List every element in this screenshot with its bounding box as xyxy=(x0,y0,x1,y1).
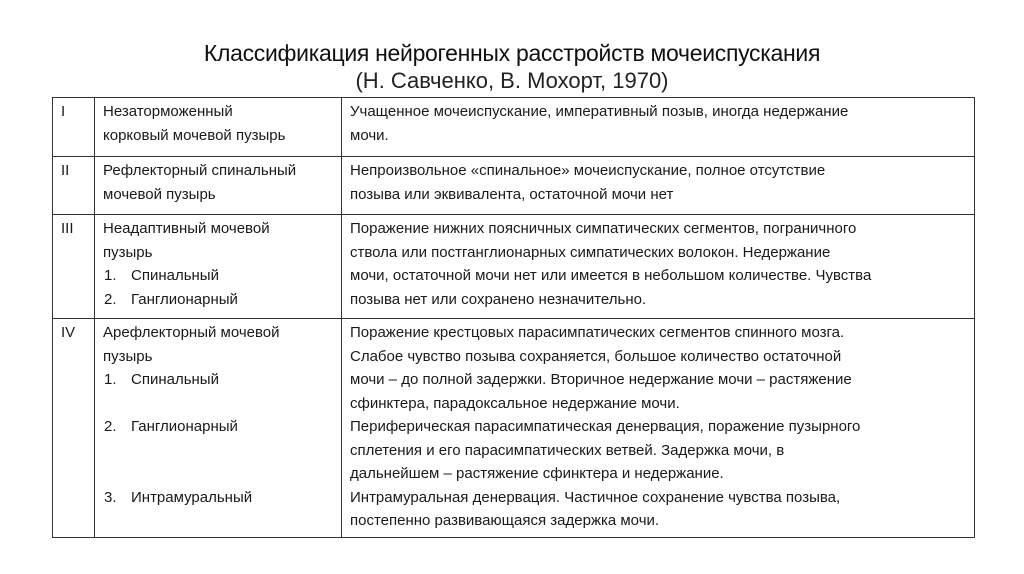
subtype-number: 3. xyxy=(104,488,117,506)
table-row xyxy=(53,98,975,157)
desc-line: позыва или эквивалента, остаточной мочи нет xyxy=(350,185,674,203)
description xyxy=(342,215,975,319)
table-row xyxy=(53,319,975,538)
desc-line: Учащенное мочеиспускание, императивный позыв, иногда недержание xyxy=(350,103,849,120)
subtype-label: Спинальный xyxy=(131,267,219,284)
type-line: пузырь xyxy=(103,243,153,261)
desc-line: Интрамуральная денервация. Частичное сохранение чувства позыва, xyxy=(350,488,841,506)
desc-line: ствола или постганглионарных симпатических волокон. Недержание xyxy=(350,243,831,261)
subtype-number: 1. xyxy=(104,267,117,284)
subtype-number: 1. xyxy=(104,371,117,388)
subtype-label: Ганглионарный xyxy=(131,418,238,435)
desc-line: мочи – до полной задержки. Вторичное недержание мочи – растяжение xyxy=(350,371,852,388)
type-line: Арефлекторный мочевой xyxy=(103,324,280,341)
desc-line: сфинктера, парадоксальное недержание мочи. xyxy=(350,394,680,412)
row-number: I xyxy=(53,98,95,157)
bladder-type xyxy=(95,157,342,215)
subtype-number: 2. xyxy=(104,290,117,308)
description xyxy=(342,319,975,538)
desc-line: мочи, остаточной мочи нет или имеется в небольшом количестве. Чувства xyxy=(350,267,872,284)
type-line: корковый мочевой пузырь xyxy=(103,126,286,144)
row-number: III xyxy=(53,215,95,319)
bladder-type xyxy=(95,98,342,157)
desc-line: дальнейшем – растяжение сфинктера и недержание. xyxy=(350,465,724,482)
desc-line: Поражение крестцовых парасимпатических сегментов спинного мозга. xyxy=(350,324,845,341)
subtype-label: Спинальный xyxy=(131,371,219,388)
page-title: Классификация нейрогенных расстройств мочеиспускания xyxy=(203,40,821,66)
row-number: II xyxy=(53,157,95,215)
desc-line: позыва нет или сохранено незначительно. xyxy=(350,290,647,308)
subtype-item xyxy=(103,368,333,392)
type-line: Рефлекторный спинальный xyxy=(103,162,297,179)
desc-line: Поражение нижних поясничных симпатических сегментов, пограничного xyxy=(350,220,857,237)
subtype-item xyxy=(103,415,333,439)
subtype-item xyxy=(103,486,333,510)
desc-line: Слабое чувство позыва сохраняется, большое количество остаточной xyxy=(350,347,842,365)
table-row xyxy=(53,215,975,319)
subtype-item xyxy=(103,288,333,312)
subtype-label: Интрамуральный xyxy=(131,488,253,506)
bladder-type xyxy=(95,319,342,538)
classification-table xyxy=(52,97,975,538)
description xyxy=(342,157,975,215)
type-line: пузырь xyxy=(103,347,153,365)
desc-line: сплетения и его парасимпатических ветвей. Задержка мочи, в xyxy=(350,441,785,459)
desc-line: Непроизвольное «спинальное» мочеиспускание, полное отсутствие xyxy=(350,162,826,179)
subtype-number: 2. xyxy=(104,418,117,435)
type-line: Незаторможенный xyxy=(103,103,233,120)
bladder-type xyxy=(95,215,342,319)
subtype-label: Ганглионарный xyxy=(131,290,238,308)
desc-line: постепенно развивающаяся задержка мочи. xyxy=(350,512,660,529)
desc-line: Периферическая парасимпатическая денервация, поражение пузырного xyxy=(350,418,861,435)
row-number: IV xyxy=(53,319,95,538)
subtype-item xyxy=(103,264,333,288)
page-subtitle: (Н. Савченко, В. Мохорт, 1970) xyxy=(355,68,669,93)
table-row xyxy=(53,157,975,215)
type-line: мочевой пузырь xyxy=(103,185,216,203)
type-line: Неадаптивный мочевой xyxy=(103,220,270,237)
description xyxy=(342,98,975,157)
desc-line: мочи. xyxy=(350,126,389,144)
